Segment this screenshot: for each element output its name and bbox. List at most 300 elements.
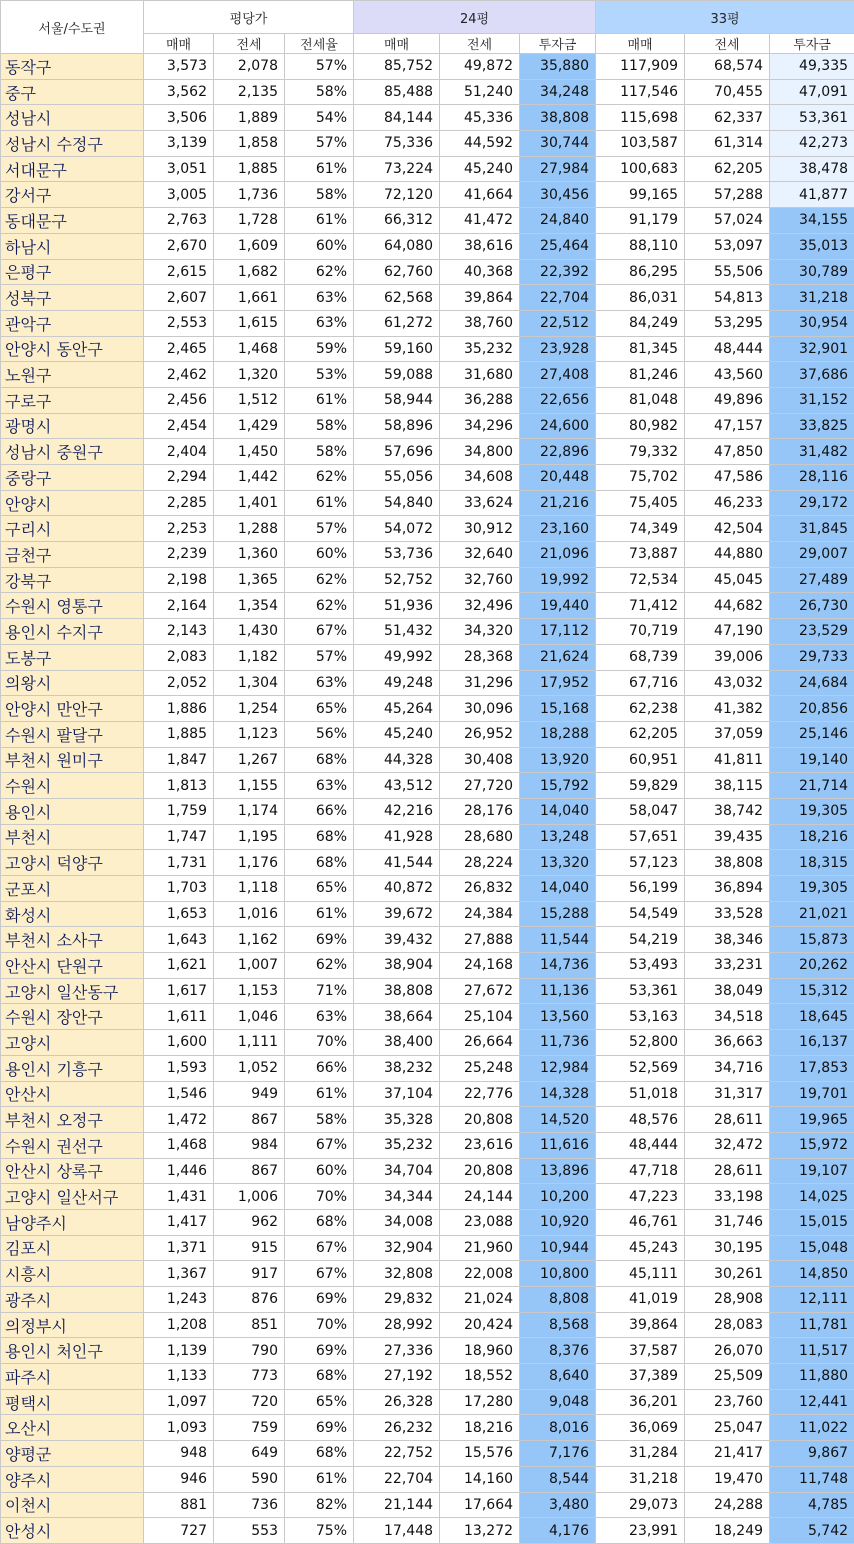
region-name: 부천시 소사구 (1, 927, 144, 953)
py-ratio: 63% (285, 670, 354, 696)
investment-24: 19,992 (520, 567, 596, 593)
sale-24: 32,904 (354, 1235, 440, 1261)
py-jeonse: 1,195 (214, 824, 285, 850)
region-name: 안양시 만안구 (1, 696, 144, 722)
investment-33: 9,867 (770, 1441, 854, 1467)
sale-33: 52,569 (596, 1055, 685, 1081)
py-sale: 3,573 (144, 54, 214, 80)
investment-33: 35,013 (770, 233, 854, 259)
py-sale: 1,731 (144, 850, 214, 876)
sale-33: 45,111 (596, 1261, 685, 1287)
investment-24: 27,408 (520, 362, 596, 388)
jeonse-33: 30,261 (685, 1261, 770, 1287)
table-row (1, 1030, 854, 1056)
jeonse-33: 57,024 (685, 208, 770, 234)
py-ratio: 68% (285, 1364, 354, 1390)
sale-24: 38,400 (354, 1030, 440, 1056)
investment-33: 17,853 (770, 1055, 854, 1081)
sale-24: 54,072 (354, 516, 440, 542)
investment-24: 8,376 (520, 1338, 596, 1364)
sub-header-33-sale: 매매 (596, 34, 685, 54)
sale-33: 117,546 (596, 79, 685, 105)
jeonse-33: 38,115 (685, 773, 770, 799)
region-name: 동대문구 (1, 208, 144, 234)
region-name: 도봉구 (1, 644, 144, 670)
table-body (1, 54, 854, 1544)
table-row (1, 1158, 854, 1184)
py-jeonse: 1,468 (214, 336, 285, 362)
investment-24: 15,168 (520, 696, 596, 722)
table-row (1, 1081, 854, 1107)
sale-33: 86,295 (596, 259, 685, 285)
region-name: 안산시 단원구 (1, 953, 144, 979)
investment-33: 31,218 (770, 285, 854, 311)
investment-24: 24,840 (520, 208, 596, 234)
py-ratio: 62% (285, 953, 354, 979)
investment-24: 17,952 (520, 670, 596, 696)
py-ratio: 69% (285, 927, 354, 953)
py-ratio: 57% (285, 644, 354, 670)
sale-24: 17,448 (354, 1518, 440, 1544)
jeonse-33: 38,346 (685, 927, 770, 953)
investment-33: 11,781 (770, 1312, 854, 1338)
jeonse-24: 34,296 (440, 413, 520, 439)
jeonse-33: 28,611 (685, 1158, 770, 1184)
region-name: 강북구 (1, 567, 144, 593)
sale-33: 29,073 (596, 1492, 685, 1518)
jeonse-33: 47,850 (685, 439, 770, 465)
jeonse-24: 44,592 (440, 131, 520, 157)
jeonse-33: 55,506 (685, 259, 770, 285)
sale-24: 85,488 (354, 79, 440, 105)
jeonse-33: 70,455 (685, 79, 770, 105)
region-name: 고양시 일산동구 (1, 978, 144, 1004)
py-jeonse: 553 (214, 1518, 285, 1544)
investment-33: 12,441 (770, 1389, 854, 1415)
investment-24: 21,624 (520, 644, 596, 670)
sale-33: 80,982 (596, 413, 685, 439)
table-row (1, 1055, 854, 1081)
jeonse-24: 31,680 (440, 362, 520, 388)
jeonse-24: 38,760 (440, 310, 520, 336)
region-name: 남양주시 (1, 1209, 144, 1235)
investment-24: 8,640 (520, 1364, 596, 1390)
py-ratio: 68% (285, 1209, 354, 1235)
py-ratio: 61% (285, 490, 354, 516)
investment-33: 14,850 (770, 1261, 854, 1287)
py-jeonse: 984 (214, 1132, 285, 1158)
py-sale: 1,885 (144, 721, 214, 747)
table-row (1, 978, 854, 1004)
jeonse-33: 32,472 (685, 1132, 770, 1158)
py-ratio: 58% (285, 439, 354, 465)
py-sale: 1,593 (144, 1055, 214, 1081)
py-jeonse: 649 (214, 1441, 285, 1467)
py-jeonse: 2,135 (214, 79, 285, 105)
jeonse-24: 38,616 (440, 233, 520, 259)
sale-24: 45,240 (354, 721, 440, 747)
py-ratio: 69% (285, 1287, 354, 1313)
py-sale: 2,465 (144, 336, 214, 362)
py-sale: 1,097 (144, 1389, 214, 1415)
investment-24: 24,600 (520, 413, 596, 439)
jeonse-33: 45,045 (685, 567, 770, 593)
table-row (1, 773, 854, 799)
investment-33: 29,733 (770, 644, 854, 670)
py-sale: 1,759 (144, 798, 214, 824)
region-name: 안산시 상록구 (1, 1158, 144, 1184)
py-jeonse: 917 (214, 1261, 285, 1287)
sale-33: 48,444 (596, 1132, 685, 1158)
sale-33: 99,165 (596, 182, 685, 208)
region-name: 양주시 (1, 1466, 144, 1492)
sale-33: 57,123 (596, 850, 685, 876)
sale-24: 52,752 (354, 567, 440, 593)
region-name: 서대문구 (1, 156, 144, 182)
py-jeonse: 915 (214, 1235, 285, 1261)
jeonse-33: 18,249 (685, 1518, 770, 1544)
py-sale: 1,133 (144, 1364, 214, 1390)
jeonse-24: 22,776 (440, 1081, 520, 1107)
jeonse-24: 20,424 (440, 1312, 520, 1338)
jeonse-24: 39,864 (440, 285, 520, 311)
jeonse-33: 33,231 (685, 953, 770, 979)
py-ratio: 68% (285, 747, 354, 773)
jeonse-24: 30,408 (440, 747, 520, 773)
region-name: 성남시 수정구 (1, 131, 144, 157)
sale-33: 115,698 (596, 105, 685, 131)
py-ratio: 63% (285, 1004, 354, 1030)
py-jeonse: 1,365 (214, 567, 285, 593)
sale-24: 62,568 (354, 285, 440, 311)
investment-33: 4,785 (770, 1492, 854, 1518)
py-sale: 1,747 (144, 824, 214, 850)
investment-33: 20,262 (770, 953, 854, 979)
py-ratio: 62% (285, 593, 354, 619)
py-ratio: 59% (285, 336, 354, 362)
investment-24: 27,984 (520, 156, 596, 182)
sale-33: 47,223 (596, 1184, 685, 1210)
jeonse-24: 36,288 (440, 387, 520, 413)
py-ratio: 63% (285, 773, 354, 799)
py-sale: 1,600 (144, 1030, 214, 1056)
region-name: 의정부시 (1, 1312, 144, 1338)
jeonse-33: 25,047 (685, 1415, 770, 1441)
investment-24: 35,880 (520, 54, 596, 80)
investment-33: 14,025 (770, 1184, 854, 1210)
sale-33: 52,800 (596, 1030, 685, 1056)
table-row (1, 927, 854, 953)
investment-33: 37,686 (770, 362, 854, 388)
jeonse-24: 18,552 (440, 1364, 520, 1390)
investment-24: 22,392 (520, 259, 596, 285)
py-sale: 2,553 (144, 310, 214, 336)
py-jeonse: 876 (214, 1287, 285, 1313)
py-ratio: 67% (285, 1261, 354, 1287)
jeonse-33: 39,435 (685, 824, 770, 850)
jeonse-33: 47,157 (685, 413, 770, 439)
table-row (1, 619, 854, 645)
sale-24: 51,432 (354, 619, 440, 645)
investment-33: 41,877 (770, 182, 854, 208)
investment-24: 12,984 (520, 1055, 596, 1081)
py-ratio: 58% (285, 413, 354, 439)
py-sale: 1,653 (144, 901, 214, 927)
py-jeonse: 1,450 (214, 439, 285, 465)
region-name: 금천구 (1, 542, 144, 568)
table-row (1, 1107, 854, 1133)
sale-24: 61,272 (354, 310, 440, 336)
region-name: 용인시 기흥구 (1, 1055, 144, 1081)
sale-24: 55,056 (354, 465, 440, 491)
sale-33: 88,110 (596, 233, 685, 259)
sale-33: 37,587 (596, 1338, 685, 1364)
region-name: 광주시 (1, 1287, 144, 1313)
jeonse-24: 49,872 (440, 54, 520, 80)
region-name: 고양시 (1, 1030, 144, 1056)
table-row (1, 953, 854, 979)
py-jeonse: 1,728 (214, 208, 285, 234)
sale-33: 47,718 (596, 1158, 685, 1184)
investment-24: 38,808 (520, 105, 596, 131)
jeonse-24: 22,008 (440, 1261, 520, 1287)
py-jeonse: 1,006 (214, 1184, 285, 1210)
sale-33: 23,991 (596, 1518, 685, 1544)
jeonse-33: 47,586 (685, 465, 770, 491)
investment-33: 25,146 (770, 721, 854, 747)
investment-33: 29,172 (770, 490, 854, 516)
jeonse-33: 28,611 (685, 1107, 770, 1133)
sale-24: 39,672 (354, 901, 440, 927)
investment-24: 17,112 (520, 619, 596, 645)
jeonse-24: 24,384 (440, 901, 520, 927)
jeonse-24: 27,720 (440, 773, 520, 799)
py-jeonse: 1,885 (214, 156, 285, 182)
sale-33: 100,683 (596, 156, 685, 182)
py-sale: 2,164 (144, 593, 214, 619)
sale-33: 79,332 (596, 439, 685, 465)
jeonse-33: 68,574 (685, 54, 770, 80)
jeonse-24: 28,680 (440, 824, 520, 850)
jeonse-33: 33,198 (685, 1184, 770, 1210)
table-row (1, 1518, 854, 1544)
investment-24: 11,544 (520, 927, 596, 953)
sale-33: 74,349 (596, 516, 685, 542)
jeonse-24: 26,664 (440, 1030, 520, 1056)
jeonse-33: 31,317 (685, 1081, 770, 1107)
region-name: 안양시 (1, 490, 144, 516)
py-ratio: 82% (285, 1492, 354, 1518)
group-header-row (1, 1, 854, 34)
sale-33: 73,887 (596, 542, 685, 568)
investment-33: 18,315 (770, 850, 854, 876)
region-name: 노원구 (1, 362, 144, 388)
sale-24: 40,872 (354, 876, 440, 902)
region-name: 군포시 (1, 876, 144, 902)
py-sale: 2,670 (144, 233, 214, 259)
investment-33: 19,965 (770, 1107, 854, 1133)
region-name: 고양시 덕양구 (1, 850, 144, 876)
investment-33: 26,730 (770, 593, 854, 619)
sale-24: 26,232 (354, 1415, 440, 1441)
table-row (1, 516, 854, 542)
py-ratio: 70% (285, 1312, 354, 1338)
py-sale: 1,472 (144, 1107, 214, 1133)
table-row (1, 208, 854, 234)
investment-24: 8,568 (520, 1312, 596, 1338)
sale-24: 22,704 (354, 1466, 440, 1492)
investment-33: 18,216 (770, 824, 854, 850)
investment-33: 31,482 (770, 439, 854, 465)
py-sale: 2,052 (144, 670, 214, 696)
sale-24: 41,928 (354, 824, 440, 850)
jeonse-24: 21,024 (440, 1287, 520, 1313)
py-ratio: 68% (285, 850, 354, 876)
py-ratio: 57% (285, 54, 354, 80)
py-sale: 1,139 (144, 1338, 214, 1364)
py-jeonse: 1,155 (214, 773, 285, 799)
jeonse-24: 24,168 (440, 953, 520, 979)
table-row (1, 413, 854, 439)
sale-24: 58,944 (354, 387, 440, 413)
region-name: 부천시 원미구 (1, 747, 144, 773)
sale-24: 59,160 (354, 336, 440, 362)
investment-33: 49,335 (770, 54, 854, 80)
investment-24: 22,512 (520, 310, 596, 336)
py-sale: 946 (144, 1466, 214, 1492)
jeonse-33: 42,504 (685, 516, 770, 542)
investment-33: 19,701 (770, 1081, 854, 1107)
jeonse-24: 26,832 (440, 876, 520, 902)
sale-33: 81,345 (596, 336, 685, 362)
investment-33: 31,152 (770, 387, 854, 413)
py-ratio: 61% (285, 387, 354, 413)
jeonse-24: 34,320 (440, 619, 520, 645)
jeonse-24: 13,272 (440, 1518, 520, 1544)
py-jeonse: 1,174 (214, 798, 285, 824)
sub-header-24-jeonse: 전세 (440, 34, 520, 54)
jeonse-24: 30,096 (440, 696, 520, 722)
jeonse-33: 46,233 (685, 490, 770, 516)
jeonse-24: 20,808 (440, 1107, 520, 1133)
py-sale: 1,617 (144, 978, 214, 1004)
table-row (1, 644, 854, 670)
investment-24: 10,920 (520, 1209, 596, 1235)
sub-header-py-jeonse: 전세 (214, 34, 285, 54)
jeonse-24: 17,664 (440, 1492, 520, 1518)
region-name: 의왕시 (1, 670, 144, 696)
py-ratio: 68% (285, 824, 354, 850)
sale-33: 56,199 (596, 876, 685, 902)
py-ratio: 60% (285, 542, 354, 568)
investment-24: 11,736 (520, 1030, 596, 1056)
sale-33: 41,019 (596, 1287, 685, 1313)
investment-24: 9,048 (520, 1389, 596, 1415)
table-row (1, 156, 854, 182)
py-ratio: 71% (285, 978, 354, 1004)
jeonse-24: 31,296 (440, 670, 520, 696)
py-sale: 1,367 (144, 1261, 214, 1287)
sub-header-33-jeonse: 전세 (685, 34, 770, 54)
py-sale: 881 (144, 1492, 214, 1518)
jeonse-24: 32,640 (440, 542, 520, 568)
region-name: 성남시 중원구 (1, 439, 144, 465)
jeonse-24: 40,368 (440, 259, 520, 285)
investment-33: 53,361 (770, 105, 854, 131)
investment-33: 24,684 (770, 670, 854, 696)
py-jeonse: 1,007 (214, 953, 285, 979)
py-ratio: 62% (285, 465, 354, 491)
region-name: 성북구 (1, 285, 144, 311)
table-row (1, 1004, 854, 1030)
investment-33: 15,972 (770, 1132, 854, 1158)
sub-header-24-investment: 투자금 (520, 34, 596, 54)
sale-33: 70,719 (596, 619, 685, 645)
sale-33: 53,361 (596, 978, 685, 1004)
py-sale: 1,886 (144, 696, 214, 722)
investment-24: 4,176 (520, 1518, 596, 1544)
sale-33: 71,412 (596, 593, 685, 619)
region-name: 수원시 영통구 (1, 593, 144, 619)
py-ratio: 70% (285, 1184, 354, 1210)
investment-24: 13,896 (520, 1158, 596, 1184)
sale-33: 68,739 (596, 644, 685, 670)
investment-24: 10,800 (520, 1261, 596, 1287)
investment-33: 11,748 (770, 1466, 854, 1492)
sale-33: 58,047 (596, 798, 685, 824)
py-sale: 1,546 (144, 1081, 214, 1107)
region-name: 구리시 (1, 516, 144, 542)
sale-33: 60,951 (596, 747, 685, 773)
py-jeonse: 1,052 (214, 1055, 285, 1081)
sale-33: 84,249 (596, 310, 685, 336)
sale-33: 75,702 (596, 465, 685, 491)
investment-33: 47,091 (770, 79, 854, 105)
py-ratio: 67% (285, 619, 354, 645)
region-header: 서울/수도권 (1, 1, 144, 54)
jeonse-33: 49,896 (685, 387, 770, 413)
jeonse-24: 23,088 (440, 1209, 520, 1235)
region-name: 안성시 (1, 1518, 144, 1544)
py-sale: 727 (144, 1518, 214, 1544)
jeonse-33: 53,097 (685, 233, 770, 259)
sale-33: 53,163 (596, 1004, 685, 1030)
py-jeonse: 1,736 (214, 182, 285, 208)
investment-24: 14,040 (520, 876, 596, 902)
py-sale: 1,208 (144, 1312, 214, 1338)
table-row (1, 182, 854, 208)
jeonse-33: 31,746 (685, 1209, 770, 1235)
table-row (1, 1261, 854, 1287)
sale-24: 38,664 (354, 1004, 440, 1030)
sale-33: 103,587 (596, 131, 685, 157)
py-jeonse: 1,442 (214, 465, 285, 491)
py-jeonse: 759 (214, 1415, 285, 1441)
py-sale: 2,462 (144, 362, 214, 388)
py-ratio: 56% (285, 721, 354, 747)
sale-24: 45,264 (354, 696, 440, 722)
py-sale: 2,285 (144, 490, 214, 516)
table-row (1, 1466, 854, 1492)
investment-24: 13,920 (520, 747, 596, 773)
jeonse-33: 61,314 (685, 131, 770, 157)
table-row (1, 336, 854, 362)
table-row (1, 259, 854, 285)
sale-33: 36,069 (596, 1415, 685, 1441)
region-name: 파주시 (1, 1364, 144, 1390)
investment-24: 14,040 (520, 798, 596, 824)
py-ratio: 66% (285, 1055, 354, 1081)
